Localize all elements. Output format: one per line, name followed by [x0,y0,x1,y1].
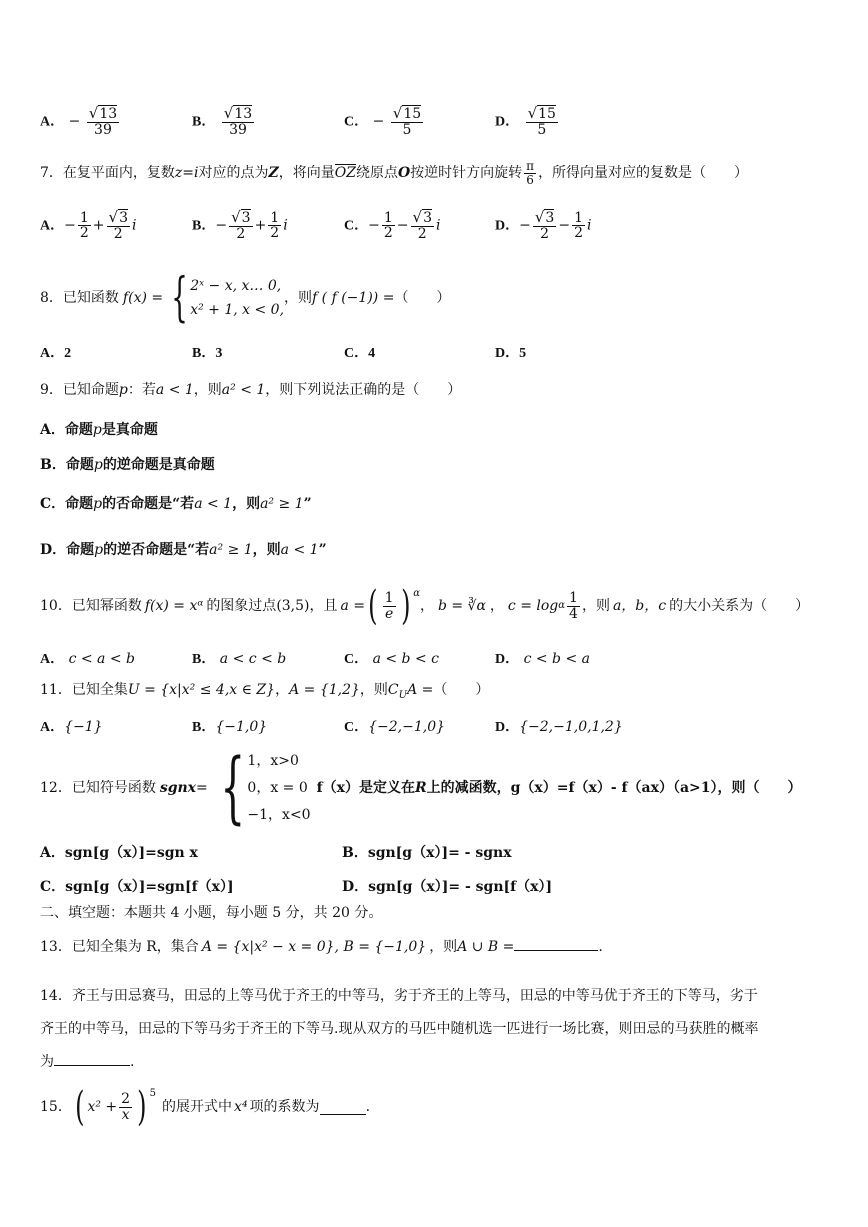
q12-option-d: D．sgn[g（x）]= - sgn[f（x）] [342,879,553,895]
answer-blank-15[interactable] [320,1100,366,1115]
q9-option-a: A．命题p是真命题 [40,422,158,438]
q8-cases: 2ˣ − x, x… 0, x² + 1, x < 0, [190,278,285,318]
q12-cases: 1，x>0 0，x = 0 −1，x<0 [247,752,311,823]
question-15: 15． ( x² + $\frac{2}{x}$ ) 5 的展开式中 x⁴ 项的系数为 . [40,1084,371,1130]
question-12: 12．已知符号函数 sgnx = { 1，x>0 0，x = 0 −1，x<0 f（x）是定义在 R 上的减函数，g（x）=f（x）- f（ax）（a>1），则（ ） [40,743,802,833]
q7-option-d: D．− $\frac{√3}{2}$ − $\frac{1}{2}$ i [495,208,592,242]
q10-option-a: A． c < a < b [40,651,135,667]
section-2-title: 二、填空题：本题共 4 小题，每小题 5 分，共 20 分。 [40,905,383,921]
q8-option-c: C．4 [344,346,376,361]
sgn-brace: { [220,743,245,833]
q11-option-c: C．{−2,−1,0} [344,719,446,735]
q8-option-a: A．2 [40,346,72,361]
q7-option-b: B．− $\frac{√3}{2}$ + $\frac{1}{2}$ i [192,208,288,242]
q12-options [40,842,840,898]
question-14: 14．齐王与田忌赛马，田忌的上等马优于齐王的中等马，劣于齐王的上等马，田忌的中等马优于齐王的下等马，劣于 齐王的中等马，田忌的下等马劣于齐王的下等马.现从双方的马匹中随机选一匹进行一场比赛，则田忌的马获胜的概率 为 . [40,988,759,1070]
question-8: 8．已知函数 f(x) = { 2ˣ − x, x… 0, x² + 1, x < 0, ，则 f ( f (−1)) = （ ） [40,268,451,328]
q7-options [40,210,840,256]
q6-option-a: A． − $\frac{√13}{39}$ [40,104,118,138]
question-13: 13．已知全集为 R，集合 A = {x|x² − x = 0}, B = {−1,0} ，则A ∪ B = . [40,936,603,957]
q12-option-c: C．sgn[g（x）]=sgn[f（x）] [40,879,234,895]
q9-option-b: B．命题p的逆命题是真命题 [40,457,215,473]
q10-option-b: B． a < c < b [192,651,287,667]
q7-option-a: A．− $\frac{1}{2}$ + $\frac{√3}{2}$ i [40,208,137,242]
q10-option-c: C． a < b < c [344,651,439,667]
piecewise-brace: { [171,268,188,328]
q9-option-d: D．命题p的逆否命题是“若a² ≥ 1，则a < 1” [40,542,327,558]
q7-option-c: C．− $\frac{1}{2}$ − $\frac{√3}{2}$ i [344,208,441,242]
q6-option-b: B． $\frac{√13}{39}$ [192,104,253,138]
q11-options [40,716,840,736]
q11-option-a: A．{−1} [40,719,103,735]
question-11: 11．已知全集U = {x|x² ≤ 4,x ∈ Z}，A = {1,2}，则$C_UA$ =（ ） [40,682,490,701]
q12-option-b: B．sgn[g（x）]= - sgnx [342,845,512,861]
question-10: 10．已知幂函数 f(x) = xᵅ 的图象过点 (3,5) ，且 a = ( $\frac{1}{e}$ ) α ， b = ∛α ， c = log α $\frac{1}{4}$ ，则 a，b，c 的大小关系为（ ） [40,583,810,629]
answer-blank-13[interactable] [514,936,598,951]
question-7: 7．在复平面内，复数z=i对应的点为Z，将向量OZ绕原点O按逆时针方向旋转 $\frac{\pi}{6}$ ，所得向量对应的复数是（ ） [40,159,749,187]
q12-option-a: A．sgn[g（x）]=sgn x [40,845,198,861]
q10-options [40,648,840,668]
q11-option-d: D．{−2,−1,0,1,2} [495,719,623,735]
q9-option-c: C．命题p的否命题是“若a < 1，则a² ≥ 1” [40,496,312,512]
q8-option-d: D．5 [495,346,527,361]
q11-option-b: B．{−1,0} [192,719,268,735]
q8-options [40,342,840,362]
vector-oz: OZ [334,165,356,182]
question-9: 9．已知命题p：若a < 1，则a² < 1，则下列说法正确的是（ ） [40,382,462,398]
q8-option-b: B．3 [192,346,223,361]
answer-blank-14[interactable] [54,1051,130,1066]
q10-option-d: D． c < b < a [495,651,590,667]
q6-option-c: C． − $\frac{√15}{5}$ [344,104,422,138]
q6-option-d: D． $\frac{√15}{5}$ [495,104,556,138]
